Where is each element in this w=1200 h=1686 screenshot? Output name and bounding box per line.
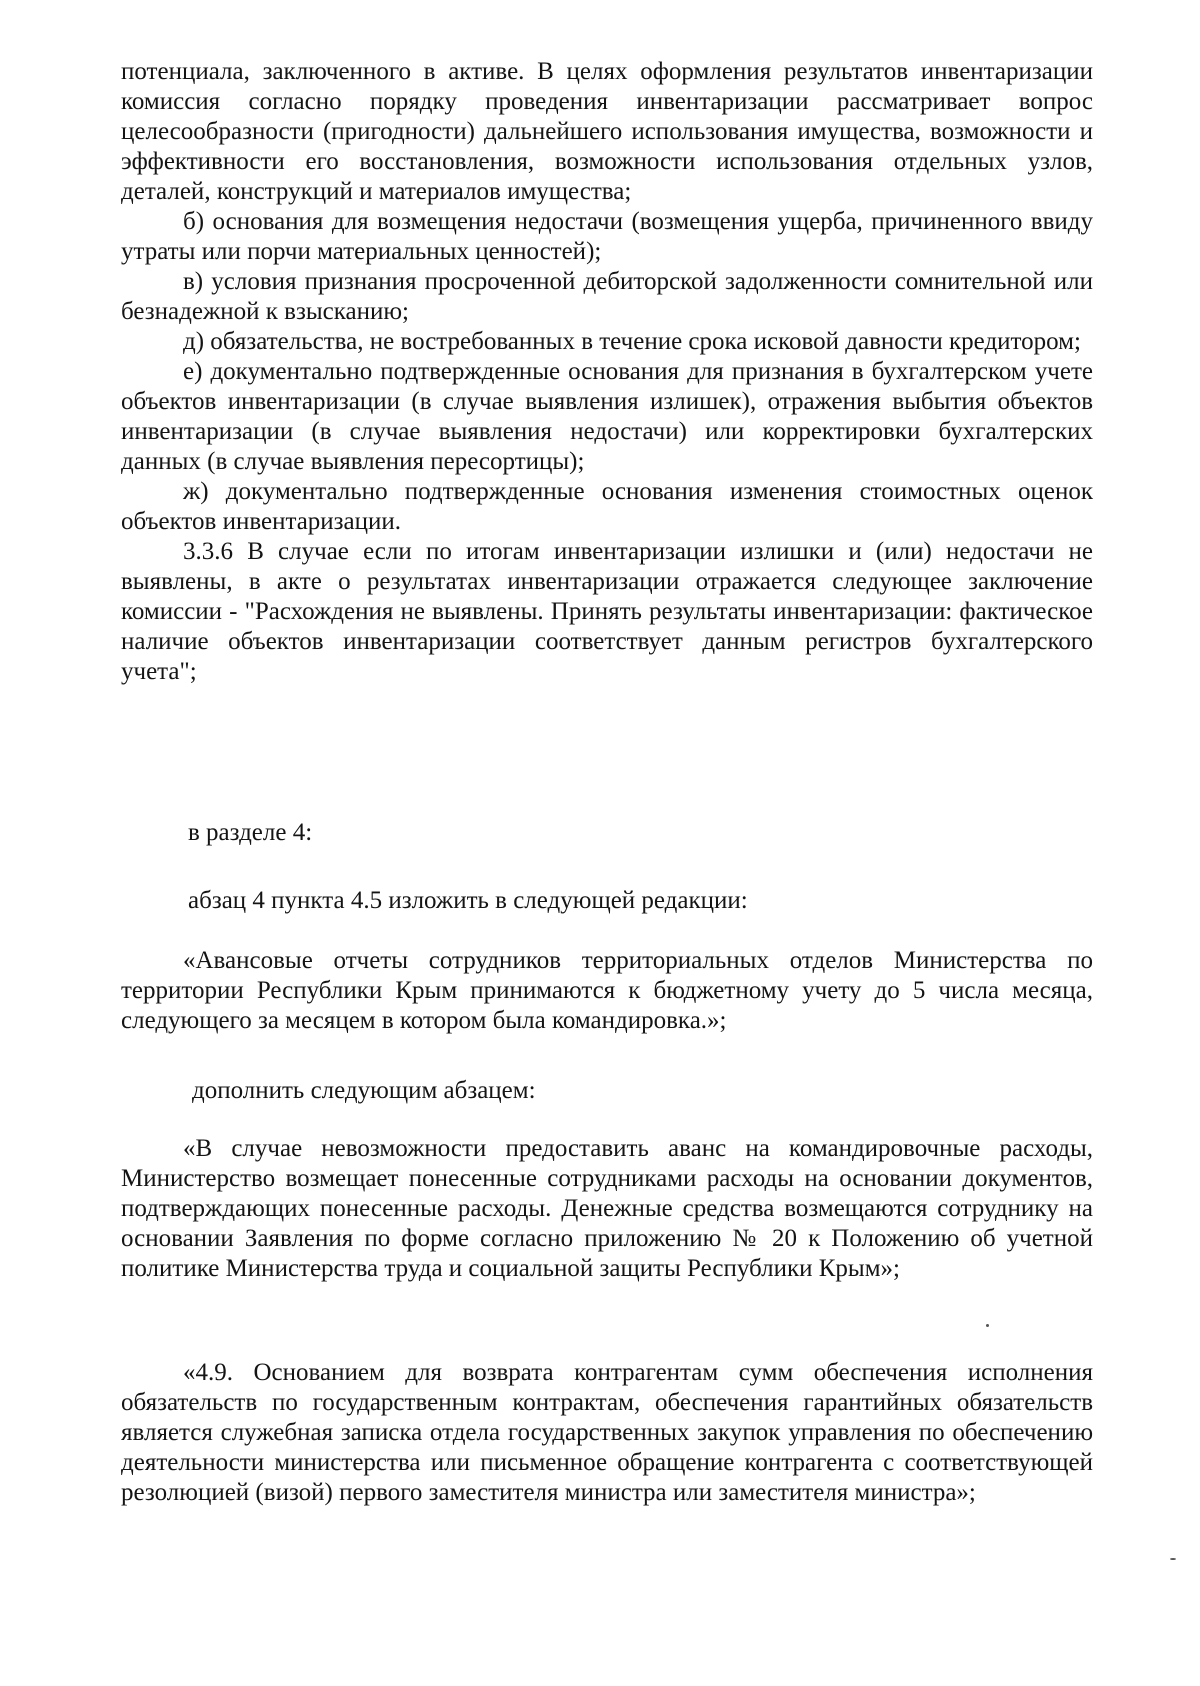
paragraph-3-3-6: 3.3.6 В случае если по итогам инвентаризации излишки и (или) недостачи не выявлены, в акте о результатах инвентаризации отражается следующее заключение комиссии - "Расхождения не выявлены. Принять результаты инвентаризации: фактическое наличие объектов инвентаризации соответствует данным регистров бухгалтерского учета"; <box>121 538 1093 685</box>
paragraph-item-zh: ж) документально подтвержденные основания изменения стоимостных оценок объектов инвентаризации. <box>121 478 1093 535</box>
section-4-heading: в разделе 4: <box>188 819 313 846</box>
paragraph-continuation: потенциала, заключенного в активе. В целях оформления результатов инвентаризации комиссия согласно порядку проведения инвентаризации рассматривает вопрос целесообразности (пригодности) дальнейшего использования имущества, возможности и эффективности его восстановления, возможности использования отдельных узлов, деталей, конструкций и материалов имущества; <box>121 58 1093 205</box>
continuation-block <box>121 57 1093 687</box>
quote-item-4-9: «4.9. Основанием для возврата контрагентам сумм обеспечения исполнения обязательств по государственным контрактам, обеспечения гарантийных обязательств является служебная записка отдела государственных закупок управления по обеспечению деятельности министерства или письменное обращение контрагента с соответствующей резолюцией (визой) первого заместителя министра или заместителя министра»; <box>121 1359 1093 1506</box>
quote-advance-impossible-block <box>121 1134 1093 1284</box>
quote-advance-reports: «Авансовые отчеты сотрудников территориальных отделов Министерства по территории Республики Крым принимаются к бюджетному учету до 5 числа месяца, следующего за месяцем в котором была командировка.»; <box>121 947 1093 1034</box>
scan-speck <box>986 1324 989 1327</box>
quote-advance-reports-block <box>121 946 1093 1036</box>
paragraph-item-e: е) документально подтвержденные основания для признания в бухгалтерском учете объектов инвентаризации (в случае выявления излишек), отражения выбытия объектов инвентаризации (в случае выявления недостачи) или корректировки бухгалтерских данных (в случае выявления пересортицы); <box>121 358 1093 475</box>
add-instruction: дополнить следующим абзацем: <box>192 1077 536 1104</box>
paragraph-item-b: б) основания для возмещения недостачи (возмещения ущерба, причиненного ввиду утраты или порчи материальных ценностей); <box>121 208 1093 265</box>
paragraph-item-v: в) условия признания просроченной дебиторской задолженности сомнительной или безнадежной к взысканию; <box>121 268 1093 325</box>
quote-advance-impossible: «В случае невозможности предоставить аванс на командировочные расходы, Министерство возмещает понесенные сотрудниками расходы на основании документов, подтверждающих понесенные расходы. Денежные средства возмещаются сотруднику на основании Заявления по форме согласно приложению № 20 к Положению об учетной политике Министерства труда и социальной защиты Республики Крым»; <box>121 1135 1093 1282</box>
scan-speck <box>1170 1558 1176 1560</box>
paragraph-item-d: д) обязательства, не востребованных в течение срока исковой давности кредитором; <box>183 328 1081 355</box>
amend-instruction: абзац 4 пункта 4.5 изложить в следующей редакции: <box>188 887 748 914</box>
quote-item-4-9-block <box>121 1358 1093 1508</box>
